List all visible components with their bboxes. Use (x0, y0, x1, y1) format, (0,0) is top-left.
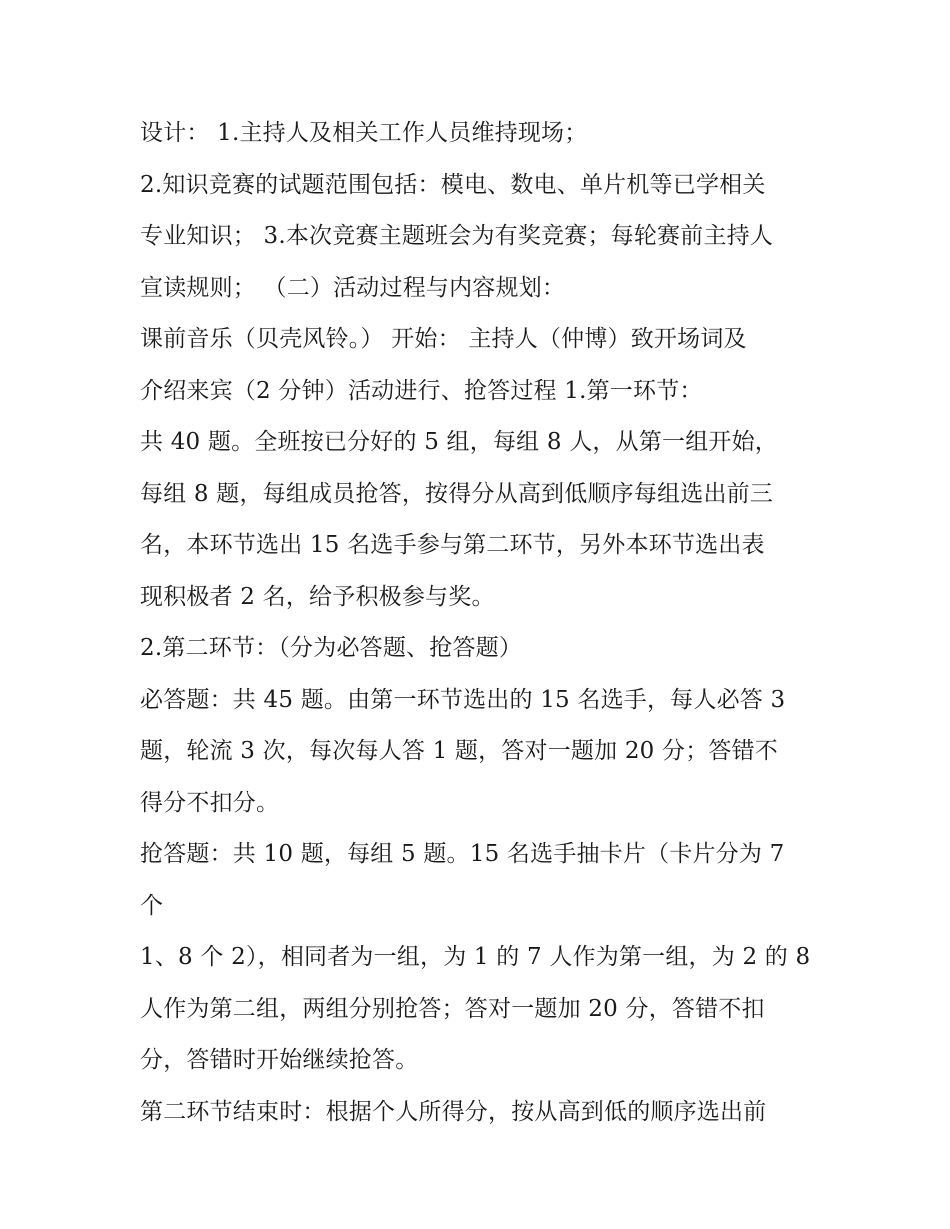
document-body (140, 108, 820, 1138)
text-line: 2.第二环节：（分为必答题、抢答题） (140, 635, 523, 661)
text-line: 分，答错时开始继续抢答。 (140, 1047, 419, 1073)
text-line: 抢答题：共 10 题，每组 5 题。15 名选手抽卡片（卡片分为 7 (140, 841, 785, 867)
text-line: 1、8 个 2），相同者为一组，为 1 的 7 人作为第一组，为 2 的 8 (140, 944, 811, 970)
text-line: 介绍来宾（2 分钟）活动进行、抢答过程 1.第一环节： (140, 377, 703, 404)
text-line: 题，轮流 3 次，每次每人答 1 题，答对一题加 20 分；答错不 (140, 738, 778, 764)
text-line: 专业知识； 3.本次竞赛主题班会为有奖竞赛；每轮赛前主持人 (140, 223, 774, 249)
text-line: 课前音乐（贝壳风铃。） 开始： 主持人（仲博）致开场词及 (140, 326, 747, 352)
text-line: 设计： 1.主持人及相关工作人员维持现场； (140, 120, 588, 146)
text-line: 共 40 题。全班按已分好的 5 组，每组 8 人，从第一组开始， (140, 429, 778, 455)
text-line: 必答题：共 45 题。由第一环节选出的 15 名选手，每人必答 3 (140, 686, 786, 713)
text-line: 第二环节结束时：根据个人所得分，按从高到低的顺序选出前 (140, 1098, 767, 1125)
text-line: 个 (140, 892, 164, 919)
text-line: 宣读规则； （二）活动过程与内容规划： (140, 274, 566, 301)
text-line: 现积极者 2 名，给予积极参与奖。 (140, 583, 495, 610)
text-line: 每组 8 题，每组成员抢答，按得分从高到低顺序每组选出前三 (140, 480, 774, 507)
text-line: 名，本环节选出 15 名选手参与第二环节，另外本环节选出表 (140, 532, 765, 558)
text-line: 得分不扣分。 (140, 789, 280, 816)
text-line: 2.知识竞赛的试题范围包括：模电、数电、单片机等已学相关 (140, 171, 766, 198)
text-line: 人作为第二组，两组分别抢答；答对一题加 20 分，答错不扣 (140, 995, 765, 1022)
